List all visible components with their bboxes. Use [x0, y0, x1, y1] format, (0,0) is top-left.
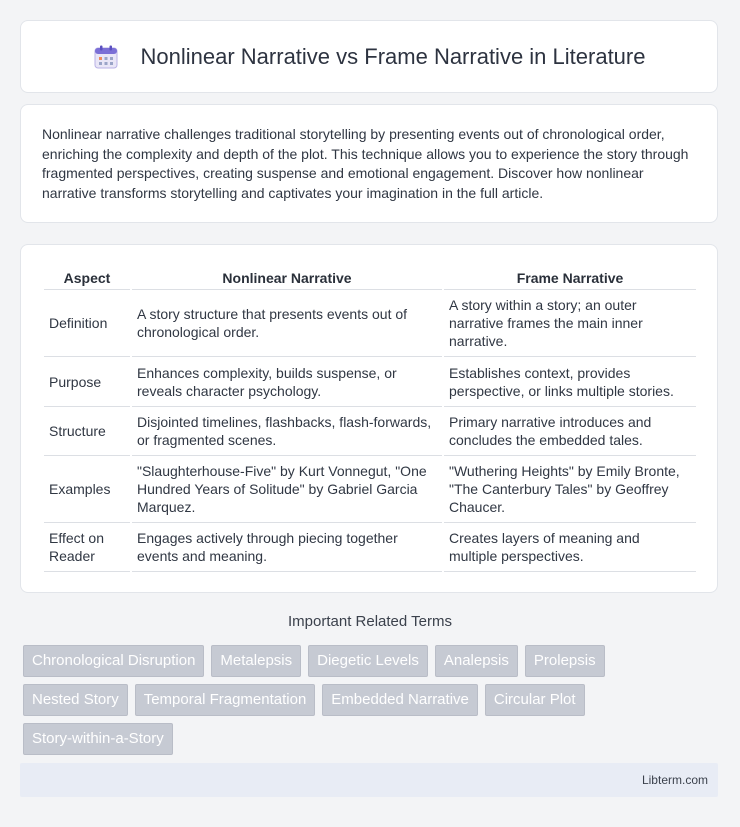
- term-tag[interactable]: Temporal Fragmentation: [135, 684, 316, 716]
- footer: [20, 763, 718, 797]
- term-tag[interactable]: Embedded Narrative: [322, 684, 478, 716]
- term-tag[interactable]: Nested Story: [23, 684, 128, 716]
- table-row: [44, 407, 696, 456]
- row-aspect: Examples: [44, 456, 130, 523]
- term-tag[interactable]: Metalepsis: [211, 645, 301, 677]
- row-nonlinear: "Slaughterhouse-Five" by Kurt Vonnegut, "One Hundred Years of Solitude" by Gabriel Garcia Marquez.: [132, 456, 442, 523]
- term-tag[interactable]: Circular Plot: [485, 684, 585, 716]
- term-tag[interactable]: Story-within-a-Story: [23, 723, 173, 755]
- row-aspect: Structure: [44, 407, 130, 456]
- row-aspect: Effect on Reader: [44, 523, 130, 572]
- row-frame: A story within a story; an outer narrative frames the main inner narrative.: [444, 290, 696, 357]
- table-row: [44, 357, 696, 407]
- row-frame: Primary narrative introduces and concludes the embedded tales.: [444, 407, 696, 456]
- column-header-frame: Frame Narrative: [444, 265, 696, 290]
- header-card: [20, 20, 718, 93]
- footer-brand-link[interactable]: Libterm.com: [641, 773, 708, 787]
- row-frame: "Wuthering Heights" by Emily Bronte, "The Canterbury Tales" by Geoffrey Chaucer.: [444, 456, 696, 523]
- table-row: [44, 523, 696, 572]
- row-nonlinear: Engages actively through piecing together events and meaning.: [132, 523, 442, 572]
- row-frame: Creates layers of meaning and multiple perspectives.: [444, 523, 696, 572]
- term-tag[interactable]: Prolepsis: [525, 645, 605, 677]
- intro-text: Nonlinear narrative challenges traditional storytelling by presenting events out of chronological order, enriching the complexity and depth of the plot. This technique allows you to experience the story through fragmented perspectives, creating suspense and emotional engagement. Discover how nonlinear narrative transforms storytelling and captivates your imagination in the full article.: [42, 126, 689, 201]
- row-aspect: Purpose: [44, 357, 130, 407]
- comparison-table-card: [20, 244, 718, 593]
- row-nonlinear: A story structure that presents events out of chronological order.: [132, 290, 442, 357]
- table-row: [44, 290, 696, 357]
- comparison-table: [42, 265, 698, 572]
- table-row: [44, 456, 696, 523]
- row-nonlinear: Enhances complexity, builds suspense, or reveals character psychology.: [132, 357, 442, 407]
- calendar-icon: [93, 44, 119, 70]
- related-terms-list: [23, 645, 723, 762]
- term-tag[interactable]: Chronological Disruption: [23, 645, 204, 677]
- related-terms-title: Important Related Terms: [288, 613, 452, 630]
- intro-card: [20, 104, 718, 223]
- row-frame: Establishes context, provides perspective, or links multiple stories.: [444, 357, 696, 407]
- row-aspect: Definition: [44, 290, 130, 357]
- term-tag[interactable]: Analepsis: [435, 645, 518, 677]
- column-header-aspect: Aspect: [44, 265, 130, 290]
- term-tag[interactable]: Diegetic Levels: [308, 645, 428, 677]
- page-title: Nonlinear Narrative vs Frame Narrative in Literature: [140, 43, 646, 69]
- row-nonlinear: Disjointed timelines, flashbacks, flash-forwards, or fragmented scenes.: [132, 407, 442, 456]
- column-header-nonlinear: Nonlinear Narrative: [132, 265, 442, 290]
- table-header-row: [44, 265, 696, 290]
